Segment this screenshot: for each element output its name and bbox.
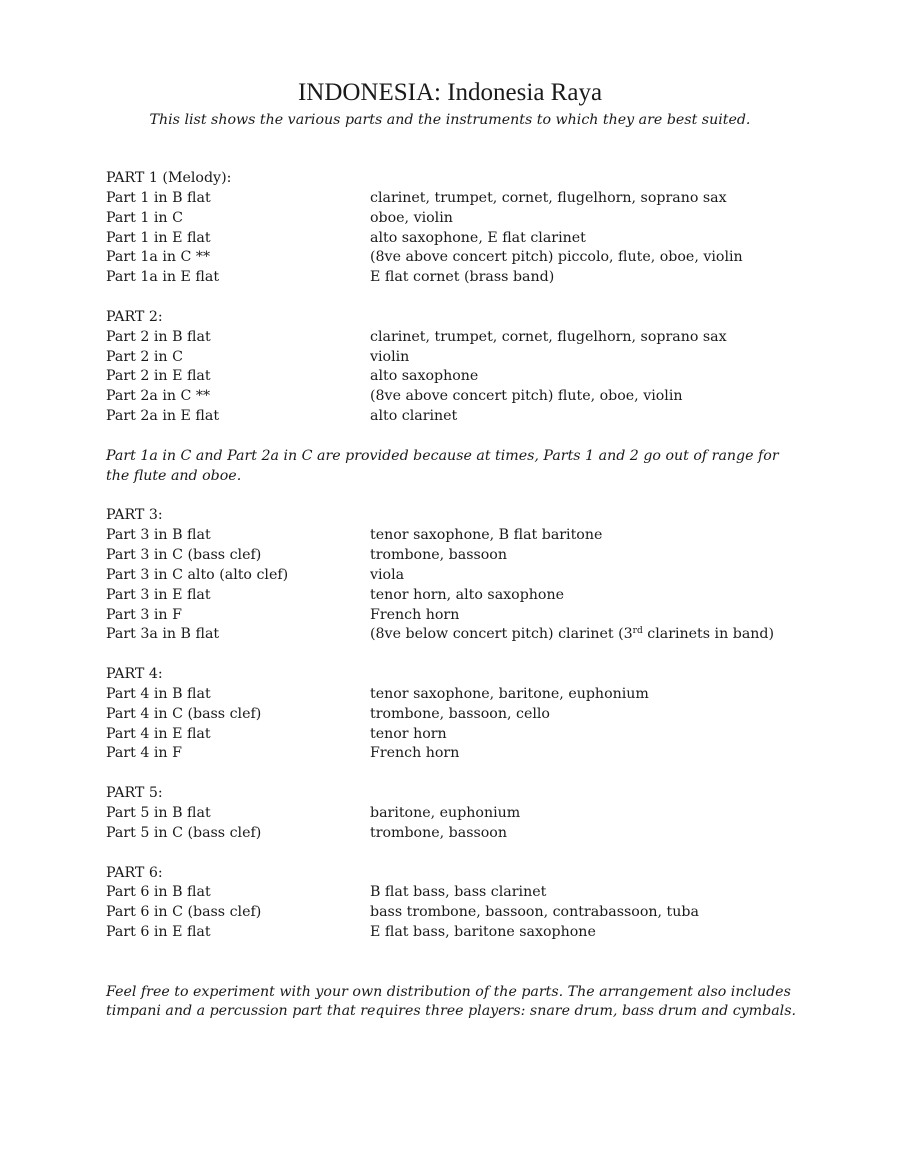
part-instruments: trombone, bassoon <box>370 547 507 564</box>
section-spacer <box>106 427 806 447</box>
part-row <box>106 725 806 745</box>
part-row <box>106 903 806 923</box>
part-instruments: bass trombone, bassoon, contrabassoon, tuba <box>370 904 699 921</box>
part-instruments: trombone, bassoon <box>370 824 507 841</box>
part-name: Part 3 in C (bass clef) <box>106 547 262 564</box>
part-name: Part 4 in B flat <box>106 685 211 702</box>
part-name: Part 1 in B flat <box>106 189 211 206</box>
section-spacer <box>106 288 806 308</box>
part-row <box>106 209 806 229</box>
part-name: Part 1 in E flat <box>106 229 211 246</box>
part-row <box>106 824 806 844</box>
part-name: Part 2 in E flat <box>106 368 211 385</box>
part-name: Part 5 in B flat <box>106 805 211 821</box>
part-instruments: tenor saxophone, B flat baritone <box>370 527 603 544</box>
part-instruments: violin <box>370 348 410 365</box>
part-name: Part 4 in E flat <box>106 725 211 742</box>
part-row <box>106 923 806 943</box>
part-row <box>106 625 806 645</box>
part-instruments: tenor saxophone, baritone, euphonium <box>370 685 649 702</box>
part-row <box>106 248 806 268</box>
section-spacer <box>106 943 806 963</box>
part-instruments: E flat bass, baritone saxophone <box>370 924 596 941</box>
part-instruments: oboe, violin <box>370 209 453 226</box>
part-row <box>106 367 806 387</box>
parts-list <box>106 169 806 1022</box>
section-spacer <box>106 645 806 665</box>
part-instruments: trombone, bassoon, cello <box>370 705 550 722</box>
part-instruments: clarinet, trumpet, cornet, flugelhorn, soprano sax <box>370 328 727 345</box>
part-row <box>106 268 806 288</box>
part-name: Part 2a in C ** <box>106 388 211 405</box>
part-instruments: alto saxophone <box>370 368 479 385</box>
part-instruments <box>370 625 806 645</box>
part-name: Part 2a in E flat <box>106 408 220 425</box>
part-name: Part 3 in B flat <box>106 527 211 544</box>
range-note: Part 1a in C and Part 2a in C are provided because at times, Parts 1 and 2 go out of range for the flute and oboe. <box>106 447 779 484</box>
part-instruments: alto saxophone, E flat clarinet <box>370 229 586 246</box>
part-row <box>106 229 806 249</box>
section-heading-part-4: PART 4: <box>106 666 163 683</box>
part-row <box>106 189 806 209</box>
part-name: Part 3 in E flat <box>106 586 211 603</box>
distribution-note: Feel free to experiment with your own distribution of the parts. The arrangement also includes timpani and a percussion part that requires three players: snare drum, bass drum and cymbals. <box>106 983 796 1020</box>
part-name: Part 1 in C <box>106 209 183 226</box>
part-row <box>106 526 806 546</box>
part-instruments: E flat cornet (brass band) <box>370 269 555 286</box>
document-subtitle: This list shows the various parts and the instruments to which they are best suited. <box>149 112 751 128</box>
part-row <box>106 586 806 606</box>
part-instruments: alto clarinet <box>370 408 458 425</box>
part-name: Part 3 in F <box>106 606 182 623</box>
section-spacer <box>106 844 806 864</box>
part-name: Part 3a in B flat <box>106 626 220 643</box>
instruments-text: clarinets in band) <box>642 626 775 643</box>
part-row <box>106 804 806 824</box>
part-row <box>106 705 806 725</box>
part-instruments: (8ve above concert pitch) piccolo, flute, oboe, violin <box>370 249 743 266</box>
ordinal-superscript: rd <box>632 626 643 637</box>
part-name: Part 2 in C <box>106 348 183 365</box>
part-row <box>106 883 806 903</box>
instruments-text: (8ve below concert pitch) clarinet (3 <box>370 626 633 643</box>
part-row <box>106 685 806 705</box>
document-title: INDONESIA: Indonesia Raya <box>297 79 603 106</box>
part-name: Part 6 in C (bass clef) <box>106 904 262 921</box>
section-spacer <box>106 764 806 784</box>
part-name: Part 1a in E flat <box>106 269 220 286</box>
part-name: Part 6 in B flat <box>106 884 211 901</box>
part-instruments: French horn <box>370 745 460 762</box>
section-heading-part-6: PART 6: <box>106 864 163 881</box>
part-instruments: baritone, euphonium <box>370 805 521 821</box>
part-name: Part 4 in F <box>106 745 182 762</box>
part-name: Part 6 in E flat <box>106 924 211 941</box>
section-spacer <box>106 487 806 507</box>
part-instruments: viola <box>370 566 405 583</box>
part-instruments: tenor horn, alto saxophone <box>370 586 565 603</box>
part-row <box>106 546 806 566</box>
part-row <box>106 566 806 586</box>
part-instruments: French horn <box>370 606 460 623</box>
part-row <box>106 407 806 427</box>
part-instruments: clarinet, trumpet, cornet, flugelhorn, soprano sax <box>370 189 727 206</box>
part-row <box>106 744 806 764</box>
section-heading-part-2: PART 2: <box>106 308 163 325</box>
part-name: Part 1a in C ** <box>106 249 211 266</box>
part-row <box>106 328 806 348</box>
section-heading-part-1: PART 1 (Melody): <box>106 170 232 186</box>
section-spacer <box>106 963 806 983</box>
part-instruments: (8ve above concert pitch) flute, oboe, violin <box>370 388 683 405</box>
part-name: Part 2 in B flat <box>106 328 211 345</box>
part-instruments: B flat bass, bass clarinet <box>370 884 547 901</box>
part-name: Part 4 in C (bass clef) <box>106 705 262 722</box>
part-name: Part 3 in C alto (alto clef) <box>106 566 289 583</box>
part-name: Part 5 in C (bass clef) <box>106 824 262 841</box>
section-heading-part-3: PART 3: <box>106 507 163 524</box>
part-instruments: tenor horn <box>370 725 447 742</box>
part-row <box>106 348 806 368</box>
section-heading-part-5: PART 5: <box>106 785 163 802</box>
part-row <box>106 606 806 626</box>
part-row <box>106 387 806 407</box>
